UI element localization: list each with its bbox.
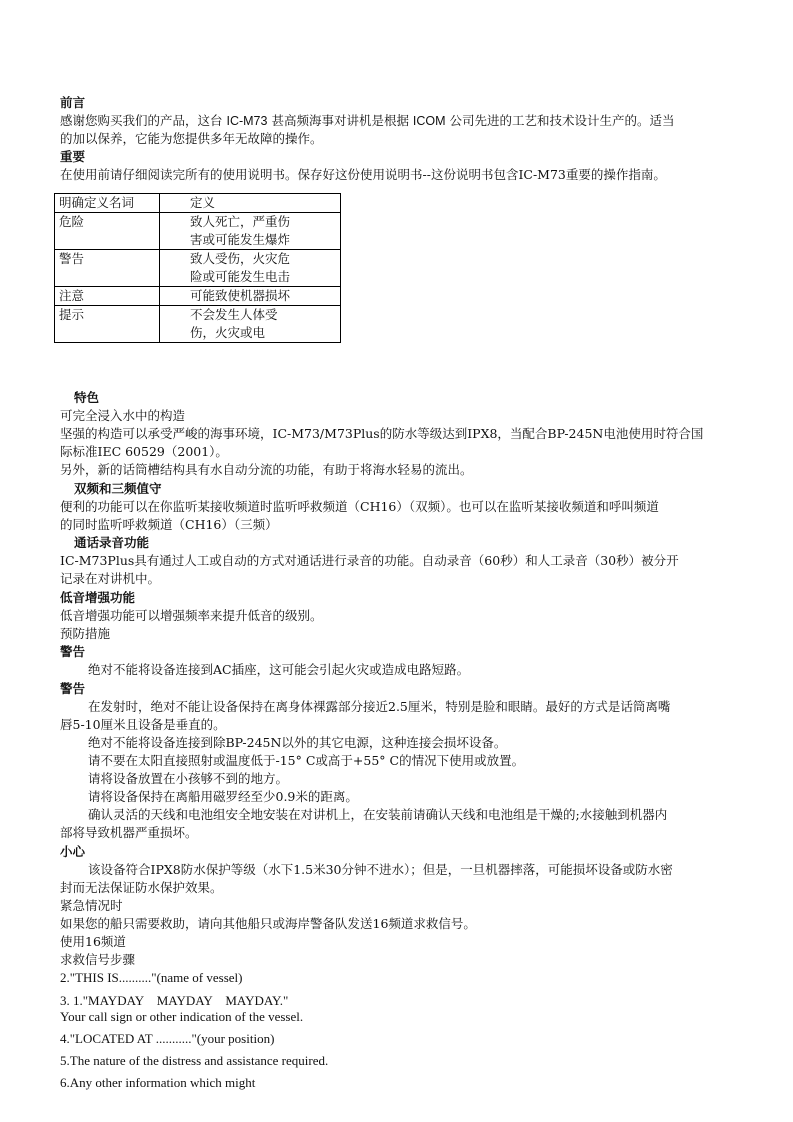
- important-text: 在使用前请仔细阅读完所有的使用说明书。保存好这份使用说明书--这份说明书包含IC-M73重要的操作指南。: [60, 167, 666, 182]
- definition-cell: 不会发生人体受 伤，火灾或电: [160, 306, 341, 343]
- waterproof-line-1: 坚强的构造可以承受严峻的海事环境，IC-M73/M73Plus的防水等级达到IPX8，当配合BP-245N电池使用时符合国: [60, 426, 704, 441]
- term-cell: 危险: [55, 213, 160, 250]
- warning-heading-1: 警告: [60, 644, 86, 659]
- caution-line-2: 封而无法保证防水保护效果。: [60, 880, 223, 895]
- warning-2-line-7: 确认灵活的天线和电池组安全地安装在对讲机上，在安装前请确认天线和电池组是干燥的;水接触到机器内: [88, 807, 668, 822]
- precautions-title: 预防措施: [60, 626, 111, 641]
- term-cell: 注意: [55, 287, 160, 306]
- step-3: 3. 1."MAYDAY MAYDAY MAYDAY.": [60, 993, 289, 1008]
- steps-title: 求救信号步骤: [60, 952, 136, 967]
- waterproof-title: 可完全浸入水中的构造: [60, 408, 186, 423]
- table-header-row: [55, 194, 341, 213]
- definition-cell: 致人受伤，火灾危 险或可能发生电击: [160, 250, 341, 287]
- table-row: [55, 287, 341, 306]
- definition-cell: 致人死亡，严重伤 害或可能发生爆炸: [160, 213, 341, 250]
- watch-line-2: 的同时监听呼救频道（CH16）（三频）: [60, 517, 278, 532]
- header-definition: 定义: [160, 194, 341, 213]
- term-cell: 警告: [55, 250, 160, 287]
- warning-2-line-5: 请将设备放置在小孩够不到的地方。: [88, 771, 289, 786]
- preface-line-1: 感谢您购买我们的产品，这台 IC-M73 甚高频海事对讲机是根据 ICOM 公司先进的工艺和技术设计生产的。适当: [60, 113, 675, 128]
- table-row: [55, 306, 341, 343]
- warning-2-line-3: 绝对不能将设备连接到除BP-245N以外的其它电源，这种连接会损坏设备。: [88, 735, 507, 750]
- step-5: 5.The nature of the distress and assistance required.: [60, 1053, 329, 1068]
- caution-line-1: 该设备符合IPX8防水保护等级（水下1.5米30分钟不进水）；但是，一旦机器摔落，可能损坏设备或防水密: [88, 862, 673, 877]
- warning-2-line-4: 请不要在太阳直接照射或温度低于-15° C或高于+55° C的情况下使用或放置。: [88, 753, 525, 768]
- header-term: 明确定义名词: [55, 194, 160, 213]
- brand-name: ICOM: [412, 114, 446, 128]
- watch-heading: 双频和三频值守: [74, 481, 162, 496]
- warning-heading-2: 警告: [60, 681, 86, 696]
- drain-text: 另外，新的话筒槽结构具有水自动分流的功能，有助于将海水轻易的流出。: [60, 462, 473, 477]
- features-heading: 特色: [74, 390, 100, 405]
- warning-2-line-6: 请将设备保持在离船用磁罗经至少0.9米的距离。: [88, 789, 358, 804]
- definition-table: [54, 193, 341, 343]
- watch-line-1: 便利的功能可以在你监听某接收频道时监听呼救频道（CH16）（双频）。也可以在监听某接收频道和呼叫频道: [60, 499, 659, 514]
- step-6: 6.Any other information which might: [60, 1075, 256, 1090]
- caution-heading: 小心: [60, 844, 86, 859]
- step-2: 2."THIS IS.........."(name of vessel): [60, 970, 243, 985]
- important-heading: 重要: [60, 149, 86, 164]
- model-name: IC-M73: [226, 114, 268, 128]
- warning-2-line-2: 唇5-10厘米且设备是垂直的。: [60, 717, 226, 732]
- warning-1-text: 绝对不能将设备连接到AC插座，这可能会引起火灾或造成电路短路。: [88, 662, 470, 677]
- waterproof-line-2: 际标准IEC 60529（2001）。: [60, 444, 228, 459]
- warning-2-line-1: 在发射时，绝对不能让设备保持在离身体裸露部分接近2.5厘米，特别是脸和眼睛。最好的方式是话筒离嘴: [88, 699, 671, 714]
- emergency-title: 紧急情况时: [60, 898, 123, 913]
- bass-text: 低音增强功能可以增强频率来提升低音的级别。: [60, 608, 323, 623]
- emergency-text: 如果您的船只需要救助，请向其他船只或海岸警备队发送16频道求救信号。: [60, 916, 476, 931]
- record-heading: 通话录音功能: [74, 535, 150, 550]
- term-cell: 提示: [55, 306, 160, 343]
- record-line-1: IC-M73Plus具有通过人工或自动的方式对通话进行录音的功能。自动录音（60秒）和人工录音（30秒）被分开: [60, 553, 679, 568]
- warning-2-line-8: 部将导致机器严重损坏。: [60, 825, 198, 840]
- preface-heading: 前言: [60, 95, 86, 110]
- record-line-2: 记录在对讲机中。: [60, 571, 161, 586]
- bass-heading: 低音增强功能: [60, 590, 136, 605]
- table-row: [55, 213, 341, 250]
- preface-line-2: 的加以保养，它能为您提供多年无故障的操作。: [60, 131, 323, 146]
- step-4: 4."LOCATED AT ..........."(your position): [60, 1031, 275, 1046]
- use-ch16: 使用16频道: [60, 934, 126, 949]
- step-3-sub: Your call sign or other indication of the vessel.: [60, 1009, 304, 1024]
- definition-cell: 可能致使机器损坏: [160, 287, 341, 306]
- table-row: [55, 250, 341, 287]
